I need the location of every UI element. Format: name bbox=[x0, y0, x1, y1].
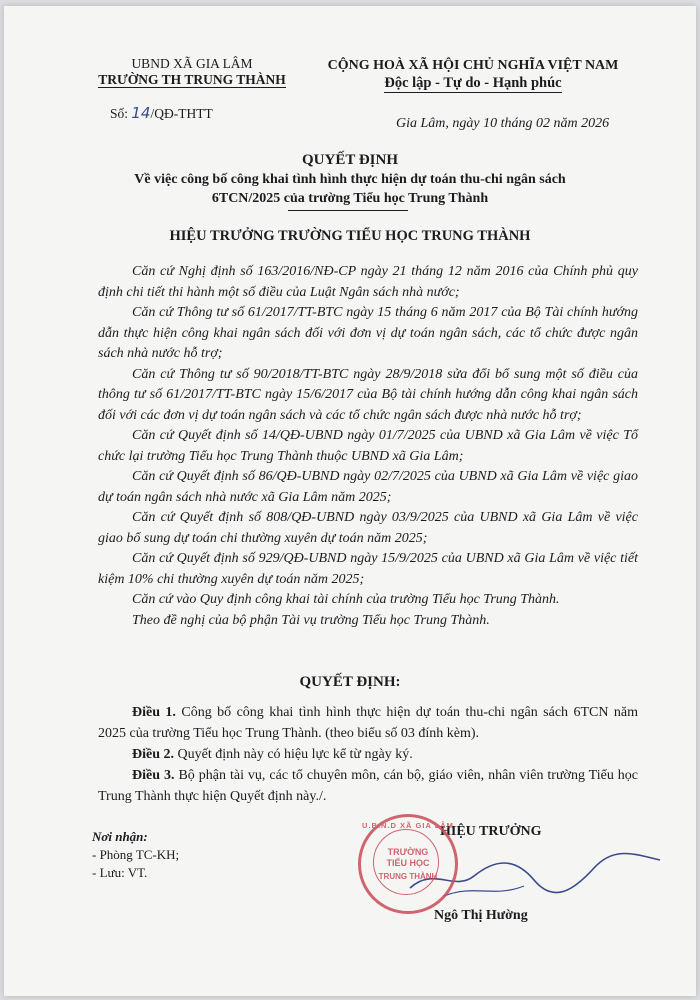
issuing-authority: HIỆU TRƯỞNG TRƯỜNG TIỂU HỌC TRUNG THÀNH bbox=[169, 228, 531, 244]
issuer-school bbox=[98, 72, 285, 88]
issuer-block bbox=[82, 56, 302, 88]
motto-text: Độc lập - Tự do - Hạnh phúc bbox=[384, 75, 562, 91]
legal-bases bbox=[98, 262, 638, 631]
recipients bbox=[92, 828, 179, 882]
national-header bbox=[310, 58, 636, 92]
basis-item: Theo đề nghị của bộ phận Tài vụ trường Tiểu học Trung Thành. bbox=[132, 612, 490, 628]
basis-item: Căn cứ Nghị định số 163/2016/NĐ-CP ngày 21 tháng 12 năm 2016 của Chính phủ quy định chi tiết thi hành một số điều của Luật Ngân sách nhà nước; bbox=[98, 264, 638, 300]
document-number bbox=[110, 104, 213, 122]
motto bbox=[384, 75, 561, 92]
decision-heading: QUYẾT ĐỊNH: bbox=[299, 674, 401, 690]
number-handwritten: 14 bbox=[131, 104, 151, 122]
articles bbox=[98, 702, 638, 807]
subject-line-2: 6TCN/2025 của trường Tiểu học Trung Thành bbox=[211, 191, 489, 206]
signer-title: HIỆU TRƯỞNG bbox=[440, 824, 542, 839]
stamp-line-2: TIỂU HỌC bbox=[386, 858, 430, 868]
decision-subject bbox=[4, 170, 696, 208]
place-date: Gia Lâm, ngày 10 tháng 02 năm 2026 bbox=[396, 116, 610, 131]
issuer-school-text: TRƯỜNG TH TRUNG THÀNH bbox=[98, 72, 286, 87]
article-3 bbox=[98, 765, 638, 807]
stamp-outer-text: U.B.N.D XÃ GIA LÂM bbox=[362, 821, 454, 830]
article-3-text: Bộ phận tài vụ, các tổ chuyên môn, cán bộ, giáo viên, nhân viên trường Tiểu học Trung Thành thực hiện Quyết định này./. bbox=[98, 768, 639, 804]
signer-name: Ngô Thị Hường bbox=[434, 908, 528, 923]
article-2-label: Điều 2. bbox=[132, 747, 174, 762]
country-name: CỘNG HOÀ XÃ HỘI CHỦ NGHĨA VIỆT NAM bbox=[327, 58, 619, 73]
number-suffix: /QĐ-THTT bbox=[150, 106, 213, 121]
stamp-line-1: TRƯỜNG bbox=[387, 847, 429, 857]
basis-item: Căn cứ Quyết định số 86/QĐ-UBND ngày 02/7/2025 của UBND xã Gia Lâm về việc giao dự toán ngân sách nhà nước xã Gia Lâm năm 2025; bbox=[98, 469, 638, 505]
issuer-org: UBND XÃ GIA LÂM bbox=[131, 56, 253, 71]
title-underline bbox=[288, 210, 408, 211]
document-page bbox=[4, 6, 696, 996]
stamp-line-3: TRUNG THÀNH bbox=[378, 872, 438, 881]
recipient-item: - Lưu: VT. bbox=[92, 865, 148, 880]
basis-item: Căn cứ Thông tư số 61/2017/TT-BTC ngày 15 tháng 6 năm 2017 của Bộ Tài chính hướng dẫn thực hiện công khai ngân sách đối với đơn vị dự toán ngân sách, các tổ chức được ngân sách nhà nước hỗ trợ; bbox=[98, 305, 638, 361]
decision-title: QUYẾT ĐỊNH bbox=[302, 152, 398, 168]
article-2 bbox=[98, 744, 638, 765]
subject-line-1: Về việc công bố công khai tình hình thực hiện dự toán thu-chi ngân sách bbox=[134, 172, 566, 187]
article-3-label: Điều 3. bbox=[132, 768, 175, 783]
article-1 bbox=[98, 702, 638, 744]
recipient-item: - Phòng TC-KH; bbox=[92, 847, 180, 862]
basis-item: Căn cứ Quyết định số 14/QĐ-UBND ngày 01/7/2025 của UBND xã Gia Lâm về việc Tổ chức lại trường Tiểu học Trung Thành thuộc UBND xã Gia Lâm; bbox=[98, 428, 638, 464]
basis-item: Căn cứ vào Quy định công khai tài chính của trường Tiểu học Trung Thành. bbox=[132, 592, 560, 607]
article-2-text: Quyết định này có hiệu lực kể từ ngày ký. bbox=[177, 747, 413, 762]
article-1-label: Điều 1. bbox=[132, 705, 176, 720]
official-stamp bbox=[358, 814, 458, 914]
basis-item: Căn cứ Thông tư số 90/2018/TT-BTC ngày 28/9/2018 sửa đổi bổ sung một số điều của thông tư số 61/2017/TT-BTC ngày 15/6/2017 của Bộ tài chính hướng dẫn công khai ngân sách đối với các đơn vị dự toán ngân sách và các tổ chức ngân sách được nhà nước hỗ trợ; bbox=[98, 366, 638, 423]
article-1-text: Công bố công khai tình hình thực hiện dự toán thu-chi ngân sách 6TCN năm 2025 của trường Tiểu học Trung Thành. (theo biểu số 03 đính kèm). bbox=[98, 705, 639, 741]
basis-item: Căn cứ Quyết định số 808/QĐ-UBND ngày 03/9/2025 của UBND xã Gia Lâm về việc giao bổ sung dự toán chi thường xuyên dự toán năm 2025; bbox=[98, 510, 638, 546]
number-prefix: Số: bbox=[110, 106, 129, 121]
basis-item: Căn cứ Quyết định số 929/QĐ-UBND ngày 15/9/2025 của UBND xã Gia Lâm về việc tiết kiệm 10% chi thường xuyên dự toán năm 2025; bbox=[98, 551, 638, 587]
recipients-title: Nơi nhận: bbox=[92, 829, 148, 844]
